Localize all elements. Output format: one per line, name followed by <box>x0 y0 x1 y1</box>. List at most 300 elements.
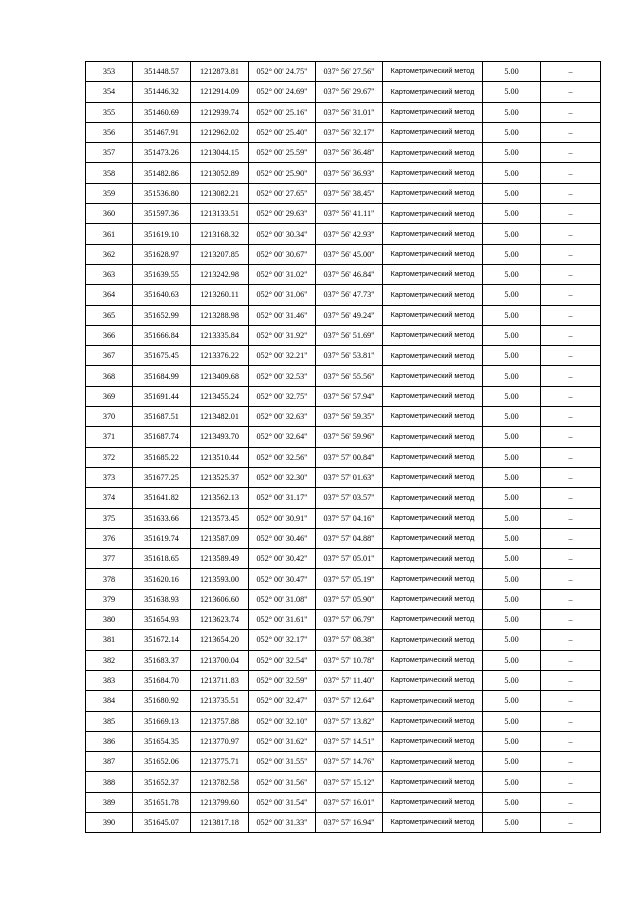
precision-cell: 5.00 <box>483 386 541 406</box>
precision-cell: 5.00 <box>483 812 541 832</box>
x-coordinate-cell: 351618.65 <box>133 549 191 569</box>
x-coordinate-cell: 351446.32 <box>133 82 191 102</box>
note-cell: – <box>541 82 601 102</box>
method-cell: Картометрический метод <box>383 488 483 508</box>
latitude-cell: 052° 00' 24.69" <box>249 82 316 102</box>
y-coordinate-cell: 1213082.21 <box>191 183 249 203</box>
method-cell: Картометрический метод <box>383 183 483 203</box>
table-row <box>86 610 601 630</box>
y-coordinate-cell: 1213052.89 <box>191 163 249 183</box>
x-coordinate-cell: 351669.13 <box>133 711 191 731</box>
table-row <box>86 467 601 487</box>
point-number-cell: 384 <box>86 691 133 711</box>
note-cell: – <box>541 204 601 224</box>
note-cell: – <box>541 467 601 487</box>
longitude-cell: 037° 57' 10.78" <box>316 650 383 670</box>
y-coordinate-cell: 1213242.98 <box>191 264 249 284</box>
x-coordinate-cell: 351666.84 <box>133 325 191 345</box>
x-coordinate-cell: 351684.99 <box>133 366 191 386</box>
precision-cell: 5.00 <box>483 528 541 548</box>
longitude-cell: 037° 56' 36.48" <box>316 143 383 163</box>
method-cell: Картометрический метод <box>383 812 483 832</box>
method-cell: Картометрический метод <box>383 670 483 690</box>
table-row <box>86 630 601 650</box>
precision-cell: 5.00 <box>483 183 541 203</box>
longitude-cell: 037° 57' 16.94" <box>316 812 383 832</box>
y-coordinate-cell: 1213573.45 <box>191 508 249 528</box>
point-number-cell: 363 <box>86 264 133 284</box>
point-number-cell: 377 <box>86 549 133 569</box>
longitude-cell: 037° 57' 14.76" <box>316 752 383 772</box>
method-cell: Картометрический метод <box>383 549 483 569</box>
note-cell: – <box>541 772 601 792</box>
precision-cell: 5.00 <box>483 305 541 325</box>
point-number-cell: 379 <box>86 589 133 609</box>
y-coordinate-cell: 1213799.60 <box>191 792 249 812</box>
longitude-cell: 037° 56' 32.17" <box>316 122 383 142</box>
table-row <box>86 731 601 751</box>
latitude-cell: 052° 00' 31.56" <box>249 772 316 792</box>
latitude-cell: 052° 00' 25.59" <box>249 143 316 163</box>
longitude-cell: 037° 56' 57.94" <box>316 386 383 406</box>
precision-cell: 5.00 <box>483 244 541 264</box>
y-coordinate-cell: 1212962.02 <box>191 122 249 142</box>
longitude-cell: 037° 56' 27.56" <box>316 62 383 82</box>
precision-cell: 5.00 <box>483 569 541 589</box>
longitude-cell: 037° 56' 51.69" <box>316 325 383 345</box>
table-row <box>86 569 601 589</box>
table-row <box>86 670 601 690</box>
y-coordinate-cell: 1213757.88 <box>191 711 249 731</box>
note-cell: – <box>541 346 601 366</box>
latitude-cell: 052° 00' 31.46" <box>249 305 316 325</box>
y-coordinate-cell: 1213335.84 <box>191 325 249 345</box>
note-cell: – <box>541 224 601 244</box>
method-cell: Картометрический метод <box>383 264 483 284</box>
point-number-cell: 355 <box>86 102 133 122</box>
x-coordinate-cell: 351597.36 <box>133 204 191 224</box>
latitude-cell: 052° 00' 32.47" <box>249 691 316 711</box>
latitude-cell: 052° 00' 31.06" <box>249 285 316 305</box>
note-cell: – <box>541 427 601 447</box>
note-cell: – <box>541 670 601 690</box>
latitude-cell: 052° 00' 25.16" <box>249 102 316 122</box>
y-coordinate-cell: 1213782.58 <box>191 772 249 792</box>
precision-cell: 5.00 <box>483 143 541 163</box>
table-row <box>86 366 601 386</box>
longitude-cell: 037° 57' 14.51" <box>316 731 383 751</box>
point-number-cell: 356 <box>86 122 133 142</box>
y-coordinate-cell: 1213493.70 <box>191 427 249 447</box>
point-number-cell: 364 <box>86 285 133 305</box>
point-number-cell: 365 <box>86 305 133 325</box>
y-coordinate-cell: 1213606.60 <box>191 589 249 609</box>
table-row <box>86 711 601 731</box>
point-number-cell: 390 <box>86 812 133 832</box>
point-number-cell: 380 <box>86 610 133 630</box>
longitude-cell: 037° 57' 01.63" <box>316 467 383 487</box>
table-row <box>86 62 601 82</box>
note-cell: – <box>541 183 601 203</box>
table-row <box>86 427 601 447</box>
latitude-cell: 052° 00' 30.91" <box>249 508 316 528</box>
precision-cell: 5.00 <box>483 325 541 345</box>
point-number-cell: 383 <box>86 670 133 690</box>
method-cell: Картометрический метод <box>383 204 483 224</box>
table-row <box>86 650 601 670</box>
point-number-cell: 353 <box>86 62 133 82</box>
method-cell: Картометрический метод <box>383 285 483 305</box>
latitude-cell: 052° 00' 30.46" <box>249 528 316 548</box>
method-cell: Картометрический метод <box>383 366 483 386</box>
point-number-cell: 370 <box>86 407 133 427</box>
point-number-cell: 386 <box>86 731 133 751</box>
longitude-cell: 037° 57' 11.40" <box>316 670 383 690</box>
latitude-cell: 052° 00' 27.65" <box>249 183 316 203</box>
y-coordinate-cell: 1213044.15 <box>191 143 249 163</box>
longitude-cell: 037° 56' 42.93" <box>316 224 383 244</box>
latitude-cell: 052° 00' 30.34" <box>249 224 316 244</box>
table-row <box>86 812 601 832</box>
precision-cell: 5.00 <box>483 427 541 447</box>
note-cell: – <box>541 488 601 508</box>
latitude-cell: 052° 00' 24.75" <box>249 62 316 82</box>
precision-cell: 5.00 <box>483 792 541 812</box>
latitude-cell: 052° 00' 30.47" <box>249 569 316 589</box>
y-coordinate-cell: 1213562.13 <box>191 488 249 508</box>
method-cell: Картометрический метод <box>383 508 483 528</box>
point-number-cell: 371 <box>86 427 133 447</box>
precision-cell: 5.00 <box>483 691 541 711</box>
note-cell: – <box>541 305 601 325</box>
precision-cell: 5.00 <box>483 122 541 142</box>
x-coordinate-cell: 351675.45 <box>133 346 191 366</box>
latitude-cell: 052° 00' 32.64" <box>249 427 316 447</box>
method-cell: Картометрический метод <box>383 711 483 731</box>
precision-cell: 5.00 <box>483 82 541 102</box>
table-row <box>86 508 601 528</box>
table-row <box>86 407 601 427</box>
x-coordinate-cell: 351652.99 <box>133 305 191 325</box>
point-number-cell: 354 <box>86 82 133 102</box>
longitude-cell: 037° 57' 05.01" <box>316 549 383 569</box>
point-number-cell: 362 <box>86 244 133 264</box>
table-row <box>86 122 601 142</box>
x-coordinate-cell: 351641.82 <box>133 488 191 508</box>
x-coordinate-cell: 351536.80 <box>133 183 191 203</box>
note-cell: – <box>541 264 601 284</box>
precision-cell: 5.00 <box>483 650 541 670</box>
longitude-cell: 037° 56' 29.67" <box>316 82 383 102</box>
note-cell: – <box>541 285 601 305</box>
y-coordinate-cell: 1213376.22 <box>191 346 249 366</box>
point-number-cell: 382 <box>86 650 133 670</box>
method-cell: Картометрический метод <box>383 224 483 244</box>
latitude-cell: 052° 00' 32.59" <box>249 670 316 690</box>
longitude-cell: 037° 56' 36.93" <box>316 163 383 183</box>
point-number-cell: 357 <box>86 143 133 163</box>
x-coordinate-cell: 351645.07 <box>133 812 191 832</box>
x-coordinate-cell: 351460.69 <box>133 102 191 122</box>
longitude-cell: 037° 56' 49.24" <box>316 305 383 325</box>
table-body <box>86 62 601 833</box>
latitude-cell: 052° 00' 31.33" <box>249 812 316 832</box>
latitude-cell: 052° 00' 32.54" <box>249 650 316 670</box>
y-coordinate-cell: 1213711.83 <box>191 670 249 690</box>
x-coordinate-cell: 351620.16 <box>133 569 191 589</box>
method-cell: Картометрический метод <box>383 244 483 264</box>
table-row <box>86 528 601 548</box>
method-cell: Картометрический метод <box>383 650 483 670</box>
latitude-cell: 052° 00' 32.30" <box>249 467 316 487</box>
note-cell: – <box>541 650 601 670</box>
y-coordinate-cell: 1213288.98 <box>191 305 249 325</box>
method-cell: Картометрический метод <box>383 447 483 467</box>
method-cell: Картометрический метод <box>383 630 483 650</box>
precision-cell: 5.00 <box>483 772 541 792</box>
table-row <box>86 447 601 467</box>
longitude-cell: 037° 56' 38.45" <box>316 183 383 203</box>
y-coordinate-cell: 1213207.85 <box>191 244 249 264</box>
precision-cell: 5.00 <box>483 366 541 386</box>
y-coordinate-cell: 1213775.71 <box>191 752 249 772</box>
method-cell: Картометрический метод <box>383 346 483 366</box>
method-cell: Картометрический метод <box>383 386 483 406</box>
longitude-cell: 037° 57' 05.90" <box>316 589 383 609</box>
y-coordinate-cell: 1213260.11 <box>191 285 249 305</box>
y-coordinate-cell: 1213817.18 <box>191 812 249 832</box>
longitude-cell: 037° 57' 05.19" <box>316 569 383 589</box>
method-cell: Картометрический метод <box>383 427 483 447</box>
x-coordinate-cell: 351639.55 <box>133 264 191 284</box>
note-cell: – <box>541 812 601 832</box>
table-row <box>86 305 601 325</box>
latitude-cell: 052° 00' 32.75" <box>249 386 316 406</box>
method-cell: Картометрический метод <box>383 589 483 609</box>
precision-cell: 5.00 <box>483 204 541 224</box>
point-number-cell: 373 <box>86 467 133 487</box>
precision-cell: 5.00 <box>483 163 541 183</box>
x-coordinate-cell: 351691.44 <box>133 386 191 406</box>
precision-cell: 5.00 <box>483 670 541 690</box>
table-row <box>86 82 601 102</box>
table-row <box>86 264 601 284</box>
note-cell: – <box>541 610 601 630</box>
method-cell: Картометрический метод <box>383 528 483 548</box>
latitude-cell: 052° 00' 29.63" <box>249 204 316 224</box>
x-coordinate-cell: 351684.70 <box>133 670 191 690</box>
longitude-cell: 037° 57' 08.38" <box>316 630 383 650</box>
table-row <box>86 691 601 711</box>
precision-cell: 5.00 <box>483 285 541 305</box>
longitude-cell: 037° 57' 04.88" <box>316 528 383 548</box>
latitude-cell: 052° 00' 31.55" <box>249 752 316 772</box>
precision-cell: 5.00 <box>483 224 541 244</box>
latitude-cell: 052° 00' 30.42" <box>249 549 316 569</box>
note-cell: – <box>541 528 601 548</box>
x-coordinate-cell: 351652.37 <box>133 772 191 792</box>
method-cell: Картометрический метод <box>383 82 483 102</box>
y-coordinate-cell: 1213455.24 <box>191 386 249 406</box>
table-row <box>86 143 601 163</box>
note-cell: – <box>541 325 601 345</box>
longitude-cell: 037° 57' 13.82" <box>316 711 383 731</box>
note-cell: – <box>541 711 601 731</box>
longitude-cell: 037° 56' 59.35" <box>316 407 383 427</box>
point-number-cell: 376 <box>86 528 133 548</box>
y-coordinate-cell: 1213700.04 <box>191 650 249 670</box>
precision-cell: 5.00 <box>483 62 541 82</box>
y-coordinate-cell: 1213168.32 <box>191 224 249 244</box>
table-row <box>86 589 601 609</box>
method-cell: Картометрический метод <box>383 731 483 751</box>
x-coordinate-cell: 351633.66 <box>133 508 191 528</box>
note-cell: – <box>541 752 601 772</box>
note-cell: – <box>541 691 601 711</box>
latitude-cell: 052° 00' 31.17" <box>249 488 316 508</box>
longitude-cell: 037° 57' 03.57" <box>316 488 383 508</box>
precision-cell: 5.00 <box>483 630 541 650</box>
latitude-cell: 052° 00' 31.92" <box>249 325 316 345</box>
point-number-cell: 369 <box>86 386 133 406</box>
method-cell: Картометрический метод <box>383 62 483 82</box>
precision-cell: 5.00 <box>483 549 541 569</box>
point-number-cell: 368 <box>86 366 133 386</box>
point-number-cell: 366 <box>86 325 133 345</box>
note-cell: – <box>541 62 601 82</box>
x-coordinate-cell: 351654.93 <box>133 610 191 630</box>
latitude-cell: 052° 00' 32.10" <box>249 711 316 731</box>
method-cell: Картометрический метод <box>383 325 483 345</box>
table-row <box>86 285 601 305</box>
table-row <box>86 163 601 183</box>
x-coordinate-cell: 351687.51 <box>133 407 191 427</box>
point-number-cell: 360 <box>86 204 133 224</box>
point-number-cell: 378 <box>86 569 133 589</box>
longitude-cell: 037° 57' 16.01" <box>316 792 383 812</box>
table-row <box>86 792 601 812</box>
longitude-cell: 037° 56' 41.11" <box>316 204 383 224</box>
x-coordinate-cell: 351683.37 <box>133 650 191 670</box>
longitude-cell: 037° 56' 45.00" <box>316 244 383 264</box>
x-coordinate-cell: 351677.25 <box>133 467 191 487</box>
y-coordinate-cell: 1213735.51 <box>191 691 249 711</box>
x-coordinate-cell: 351680.92 <box>133 691 191 711</box>
table-row <box>86 386 601 406</box>
precision-cell: 5.00 <box>483 610 541 630</box>
precision-cell: 5.00 <box>483 264 541 284</box>
x-coordinate-cell: 351651.78 <box>133 792 191 812</box>
method-cell: Картометрический метод <box>383 610 483 630</box>
precision-cell: 5.00 <box>483 447 541 467</box>
point-number-cell: 387 <box>86 752 133 772</box>
note-cell: – <box>541 731 601 751</box>
point-number-cell: 375 <box>86 508 133 528</box>
longitude-cell: 037° 57' 06.79" <box>316 610 383 630</box>
x-coordinate-cell: 351473.26 <box>133 143 191 163</box>
x-coordinate-cell: 351640.63 <box>133 285 191 305</box>
note-cell: – <box>541 508 601 528</box>
precision-cell: 5.00 <box>483 407 541 427</box>
y-coordinate-cell: 1213510.44 <box>191 447 249 467</box>
point-number-cell: 367 <box>86 346 133 366</box>
table-row <box>86 549 601 569</box>
longitude-cell: 037° 56' 55.56" <box>316 366 383 386</box>
note-cell: – <box>541 407 601 427</box>
point-number-cell: 381 <box>86 630 133 650</box>
note-cell: – <box>541 386 601 406</box>
y-coordinate-cell: 1213409.68 <box>191 366 249 386</box>
latitude-cell: 052° 00' 32.63" <box>249 407 316 427</box>
note-cell: – <box>541 630 601 650</box>
x-coordinate-cell: 351672.14 <box>133 630 191 650</box>
latitude-cell: 052° 00' 30.67" <box>249 244 316 264</box>
precision-cell: 5.00 <box>483 752 541 772</box>
note-cell: – <box>541 244 601 264</box>
y-coordinate-cell: 1212914.09 <box>191 82 249 102</box>
x-coordinate-cell: 351638.93 <box>133 589 191 609</box>
y-coordinate-cell: 1213770.97 <box>191 731 249 751</box>
note-cell: – <box>541 163 601 183</box>
note-cell: – <box>541 102 601 122</box>
x-coordinate-cell: 351619.74 <box>133 528 191 548</box>
x-coordinate-cell: 351482.86 <box>133 163 191 183</box>
y-coordinate-cell: 1213623.74 <box>191 610 249 630</box>
note-cell: – <box>541 122 601 142</box>
table-row <box>86 346 601 366</box>
longitude-cell: 037° 56' 31.01" <box>316 102 383 122</box>
longitude-cell: 037° 56' 46.84" <box>316 264 383 284</box>
table-row <box>86 325 601 345</box>
note-cell: – <box>541 569 601 589</box>
precision-cell: 5.00 <box>483 508 541 528</box>
longitude-cell: 037° 56' 59.96" <box>316 427 383 447</box>
longitude-cell: 037° 57' 00.84" <box>316 447 383 467</box>
method-cell: Картометрический метод <box>383 569 483 589</box>
latitude-cell: 052° 00' 31.54" <box>249 792 316 812</box>
latitude-cell: 052° 00' 31.62" <box>249 731 316 751</box>
y-coordinate-cell: 1213482.01 <box>191 407 249 427</box>
longitude-cell: 037° 57' 12.64" <box>316 691 383 711</box>
latitude-cell: 052° 00' 32.21" <box>249 346 316 366</box>
method-cell: Картометрический метод <box>383 102 483 122</box>
note-cell: – <box>541 366 601 386</box>
note-cell: – <box>541 792 601 812</box>
table-row <box>86 772 601 792</box>
method-cell: Картометрический метод <box>383 305 483 325</box>
y-coordinate-cell: 1213589.49 <box>191 549 249 569</box>
longitude-cell: 037° 56' 53.81" <box>316 346 383 366</box>
point-number-cell: 359 <box>86 183 133 203</box>
y-coordinate-cell: 1213525.37 <box>191 467 249 487</box>
precision-cell: 5.00 <box>483 589 541 609</box>
latitude-cell: 052° 00' 31.08" <box>249 589 316 609</box>
precision-cell: 5.00 <box>483 102 541 122</box>
longitude-cell: 037° 57' 15.12" <box>316 772 383 792</box>
longitude-cell: 037° 57' 04.16" <box>316 508 383 528</box>
note-cell: – <box>541 589 601 609</box>
x-coordinate-cell: 351467.91 <box>133 122 191 142</box>
y-coordinate-cell: 1213593.00 <box>191 569 249 589</box>
latitude-cell: 052° 00' 32.56" <box>249 447 316 467</box>
latitude-cell: 052° 00' 31.61" <box>249 610 316 630</box>
table-row <box>86 204 601 224</box>
note-cell: – <box>541 549 601 569</box>
table-row <box>86 244 601 264</box>
point-number-cell: 388 <box>86 772 133 792</box>
y-coordinate-cell: 1212873.81 <box>191 62 249 82</box>
method-cell: Картометрический метод <box>383 143 483 163</box>
